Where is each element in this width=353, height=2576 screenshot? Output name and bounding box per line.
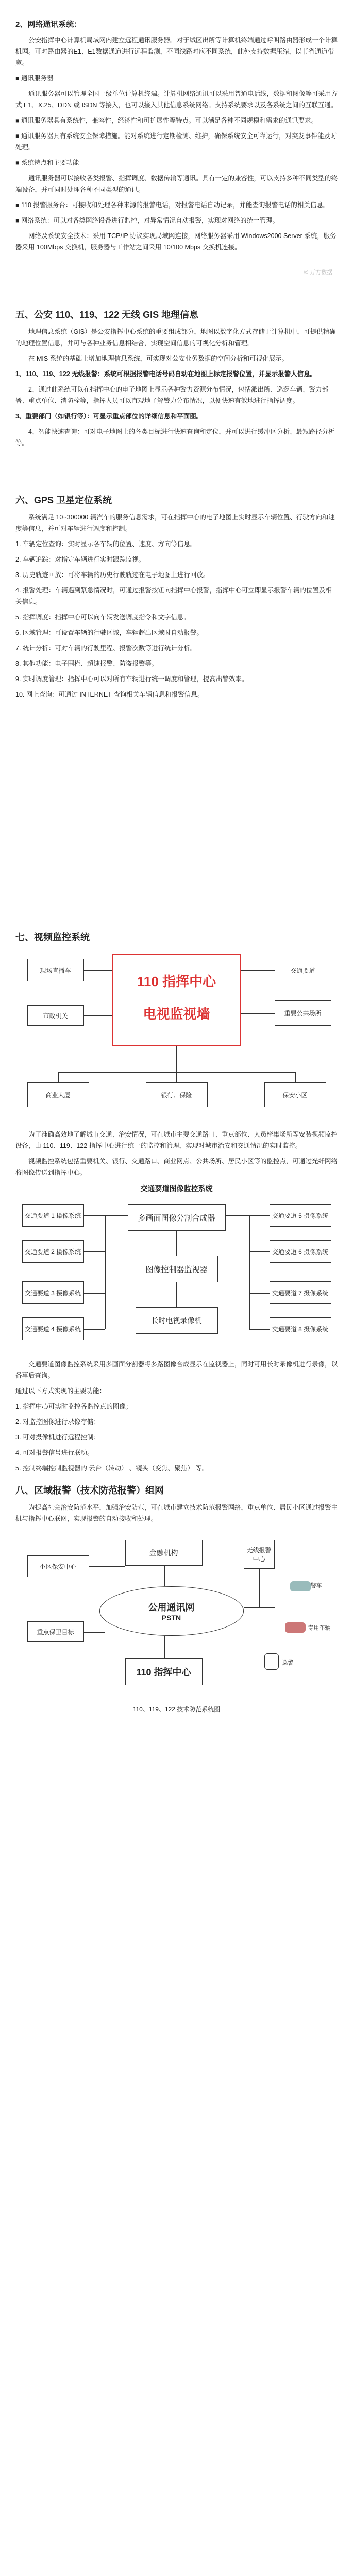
- public-network-ellipse: [99, 1586, 244, 1636]
- connector: [84, 1293, 105, 1294]
- connector: [249, 1215, 250, 1329]
- connector: [244, 1607, 275, 1608]
- numbered-item: 10. 网上查询：可通过 INTERNET 查询相关车辆信息和报警信息。: [15, 691, 204, 698]
- connector: [84, 1215, 128, 1216]
- connector: [84, 1632, 105, 1633]
- spacer: [15, 704, 338, 921]
- section-alarm-title: 八、区域报警（技术防范报警）组网: [15, 1485, 164, 1496]
- numbered-item: 7. 统计分析：可对车辆的行驶里程、报警次数等进行统计分析。: [15, 645, 197, 652]
- section-gis-title: 五、公安 110、119、122 无线 GIS 地理信息: [15, 310, 199, 320]
- numbered-item: 5. 控制终端控制监视器的 云台（转动） 、镜头（变焦、聚焦） 等。: [15, 1465, 209, 1472]
- connector: [249, 1251, 270, 1252]
- numbered-item: 1. 车辆定位查询：实时显示各车辆的位置、速度、方向等信息。: [15, 540, 197, 548]
- numbered-item: 5. 指挥调度：指挥中心可以向车辆发送调度指令和文字信息。: [15, 614, 190, 621]
- connector: [58, 1072, 59, 1082]
- command-center-video-wall: [112, 954, 241, 1046]
- secured-community-box: 保安小区: [264, 1082, 326, 1107]
- bullet-heading: ■ 通讯服务器: [15, 75, 54, 82]
- video-network-diagram: [17, 948, 337, 1124]
- numbered-item: 3、重要部门（如银行等）：可显示重点部位的详细信息和平面图。: [15, 413, 203, 420]
- paragraph: 系统满足 10~300000 辆汽车的服务信息需求，可在指挥中心的电子地图上实时显示车辆位置、行驶方向和速度等信息，并可对车辆进行调度和控制。: [15, 514, 335, 532]
- pstn-label: PSTN: [161, 1614, 181, 1622]
- paragraph: 通讯服务器可以接收各类报警、指挥调度、数据传输等通讯。具有一定的兼容性，可以支持多种不同类型的终端设备，并可同时处理各种不同类型的通讯。: [15, 175, 338, 193]
- police-car-label: 警车: [310, 1583, 322, 1589]
- spacer: [15, 257, 338, 298]
- numbered-item: 4. 可对报警信号进行联动。: [15, 1449, 94, 1456]
- police-car-icon: [290, 1581, 311, 1591]
- connector: [176, 1072, 177, 1082]
- numbered-item: 2. 对监控图像进行录像存储；: [15, 1418, 100, 1426]
- connector: [241, 1013, 275, 1014]
- paragraph: 通过以下方式实现的主要功能：: [15, 1387, 106, 1395]
- connector: [249, 1329, 270, 1330]
- municipal-office-box: 市政机关: [27, 1005, 84, 1026]
- video-wall-title: 电视监视墙: [143, 1006, 210, 1022]
- bullet-paragraph: ■ 110 报警服务台：可接收和处理各种来源的报警电话，对报警电话自动记录，并能查询报警电话的相关信息。: [15, 201, 330, 209]
- connector: [164, 1566, 165, 1586]
- connector: [241, 970, 275, 971]
- camera-box-5: 交通要道 5 摄像系统: [270, 1204, 331, 1227]
- numbered-item: 8. 其他功能：电子围栏、超速报警、防盗报警等。: [15, 660, 158, 667]
- spacer: [15, 453, 338, 484]
- bullet-paragraph: ■ 网络系统：可以对各类网络设备进行监控，对异常情况自动报警，实现对网络的统一管理。: [15, 217, 279, 224]
- key-target-box: 重点保卫目标: [27, 1621, 84, 1642]
- bullet-paragraph: ■ 通讯服务器具有系统性，兼容性，经济性和可扩展性等特点。可以满足各种不同规模和需求的通讯要求。: [15, 117, 318, 124]
- connector: [295, 1072, 296, 1082]
- camera-box-1: 交通要道 1 摄像系统: [22, 1204, 84, 1227]
- paragraph: 为提高社会治安防范水平，加强治安防范，可在城市建立技术防范报警网络，重点单位、居民小区通过报警主机与指挥中心联网，实现报警的自动接收和处理。: [15, 1504, 338, 1522]
- numbered-item: 3. 可对摄像机进行远程控制；: [15, 1434, 100, 1441]
- paragraph: 4、智能快速查询：可对电子地图上的各类目标进行快速查询和定位，并可以进行缓冲区分析、最短路径分析等。: [15, 428, 335, 447]
- section-video-title: 七、视频监控系统: [15, 932, 90, 942]
- connector: [89, 1566, 125, 1567]
- connector: [84, 1015, 112, 1016]
- paragraph: 交通要道图像监控系统采用多画面分割器将多路图像合成显示在监视器上，同时可用长时录像机进行录像，以备事后查询。: [15, 1361, 338, 1379]
- paragraph: 为了准确高效地了解城市交通、治安情况，可在城市主要交通路口、重点部位、人员密集场所等安装视频监控设备，由 110、119、122 指挥中心进行统一的监控和管理，实现对城市治安和交通情况的实时监控。: [15, 1131, 338, 1149]
- numbered-item: 3. 历史轨迹回放：可将车辆的历史行驶轨迹在电子地图上进行回放。: [15, 571, 210, 579]
- connector: [176, 1231, 177, 1256]
- diagram-caption: 110、119、122 技术防范系统图: [132, 1706, 221, 1713]
- camera-box-3: 交通要道 3 摄像系统: [22, 1281, 84, 1304]
- paragraph: 在 MIS 系统的基础上增加地理信息系统，可实现对公安业务数据的空间分析和可视化展示。: [28, 355, 289, 362]
- command-center-box: 110 指挥中心: [125, 1658, 203, 1685]
- bullet-heading: ■ 系统特点和主要功能: [15, 159, 79, 166]
- paragraph: 公安指挥中心计算机局域网内建立远程通讯服务器。对于城区出所等计算机终端通过呼叫路由器形成一个计算机网。可对路由器的E1、E1数据通道进行远程监测，不同线路对应不同系统，此外支持数据压缩，以节省通道带宽。: [15, 37, 338, 66]
- paragraph: 网络及系统安全技术：采用 TCP/IP 协议实现局域网连接，网络服务器采用 Windows2000 Server 系统，服务器采用 100Mbps 交换机，服务器与工作站之间采用 10/100 Mbps 交换机连接。: [15, 232, 337, 251]
- live-broadcast-van-box: 现场直播车: [27, 959, 84, 981]
- wireless-alarm-center-box: 无线报警中心: [244, 1540, 275, 1569]
- command-center-title: 110 指挥中心: [137, 974, 216, 989]
- bank-insurance-box: 银行、保险: [146, 1082, 208, 1107]
- connector: [176, 1046, 177, 1072]
- connector: [164, 1636, 165, 1658]
- connector: [84, 1329, 105, 1330]
- paragraph: 地理信息系统（GIS）是公安指挥中心系统的重要组成部分，地图以数字化方式存储于计算机中，可提供精确的地理位置信息，并可与各种业务信息相结合，实现空间信息的可视化分析和管理。: [15, 328, 336, 347]
- connector: [84, 1251, 105, 1252]
- section-gps-title: 六、GPS 卫星定位系统: [15, 495, 112, 505]
- alarm-network-diagram: [22, 1530, 331, 1700]
- camera-box-7: 交通要道 7 摄像系统: [270, 1281, 331, 1304]
- numbered-item: 4. 报警处理：车辆遇到紧急情况时，可通过报警按钮向指挥中心报警，指挥中心可立即显示报警车辆的位置及相关信息。: [15, 587, 332, 605]
- special-vehicle-icon: [285, 1622, 306, 1633]
- patrol-label: 巡警: [282, 1660, 294, 1666]
- paragraph: 通讯服务器可以管理全国一级单位计算机终端。计算机网络通讯可以采用普通电话线，数据和图像等可采用方式 E1、X.25、DDN 或 ISDN 等接入，也可以接入其他信息系统网络。支持系统要求以及各系统之间的互联互通。: [15, 90, 338, 109]
- bullet-paragraph: ■ 通讯服务器具有系统安全保障措施。能对系统进行定期检测、维护，确保系统安全可靠运行，对突发事件能及时处理。: [15, 132, 337, 151]
- numbered-item: 1、110、119、122 无线报警：系统可根据报警电话号码自动在地图上标定报警位置，并显示报警人信息。: [15, 370, 317, 378]
- connector: [259, 1569, 260, 1607]
- patrol-officer-icon: [264, 1653, 279, 1670]
- public-place-box: 重要公共场所: [275, 1000, 331, 1026]
- financial-institution-box: 金融机构: [125, 1540, 203, 1566]
- watermark: © 万方数据: [304, 269, 332, 276]
- camera-box-8: 交通要道 8 摄像系统: [270, 1317, 331, 1340]
- community-security-box: 小区保安中心: [27, 1555, 89, 1577]
- connector: [105, 1215, 106, 1329]
- image-splitter-box: 多画面图像分割合成器: [128, 1204, 226, 1231]
- public-network-label: 公用通讯网: [148, 1602, 195, 1613]
- commercial-building-box: 商业大厦: [27, 1082, 89, 1107]
- connector: [84, 970, 112, 971]
- connector: [176, 1282, 177, 1307]
- paragraph: 视频监控系统包括重要机关、银行、交通路口、商业网点、公共场所、居民小区等的监控点，可通过光纤网络将图像传送到指挥中心。: [15, 1158, 338, 1176]
- connector: [226, 1215, 270, 1216]
- section-network-title: 2、网络通讯系统：: [15, 20, 82, 29]
- video-recorder-box: 长时电视录像机: [136, 1307, 218, 1334]
- paragraph: 2、通过此系统可以在指挥中心的电子地图上显示各种警力资源分布情况，包括派出所、巡逻车辆、警力部署、重点单位、消防栓等，指挥人员可以直观地了解警力分布情况，以便快速有效地进行指挥调度。: [15, 386, 328, 404]
- camera-box-2: 交通要道 2 摄像系统: [22, 1240, 84, 1263]
- special-vehicle-label: 专用车辆: [308, 1625, 331, 1631]
- traffic-main-road-box: 交通要道: [275, 959, 331, 981]
- numbered-item: 1. 指挥中心可实时监控各监控点的图像；: [15, 1403, 132, 1410]
- numbered-item: 9. 实时调度管理：指挥中心可以对所有车辆进行统一调度和管理，提高出警效率。: [15, 675, 248, 683]
- connector: [249, 1293, 270, 1294]
- numbered-item: 6. 区域管理：可设置车辆的行驶区域，车辆超出区域时自动报警。: [15, 629, 203, 636]
- camera-box-6: 交通要道 6 摄像系统: [270, 1240, 331, 1263]
- image-controller-box: 图像控制器监视器: [136, 1256, 218, 1282]
- camera-box-4: 交通要道 4 摄像系统: [22, 1317, 84, 1340]
- traffic-video-system-diagram: [17, 1183, 337, 1353]
- diagram-title: 交通要道图像监控系统: [140, 1184, 213, 1193]
- numbered-item: 2. 车辆追踪：对指定车辆进行实时跟踪监视。: [15, 556, 145, 563]
